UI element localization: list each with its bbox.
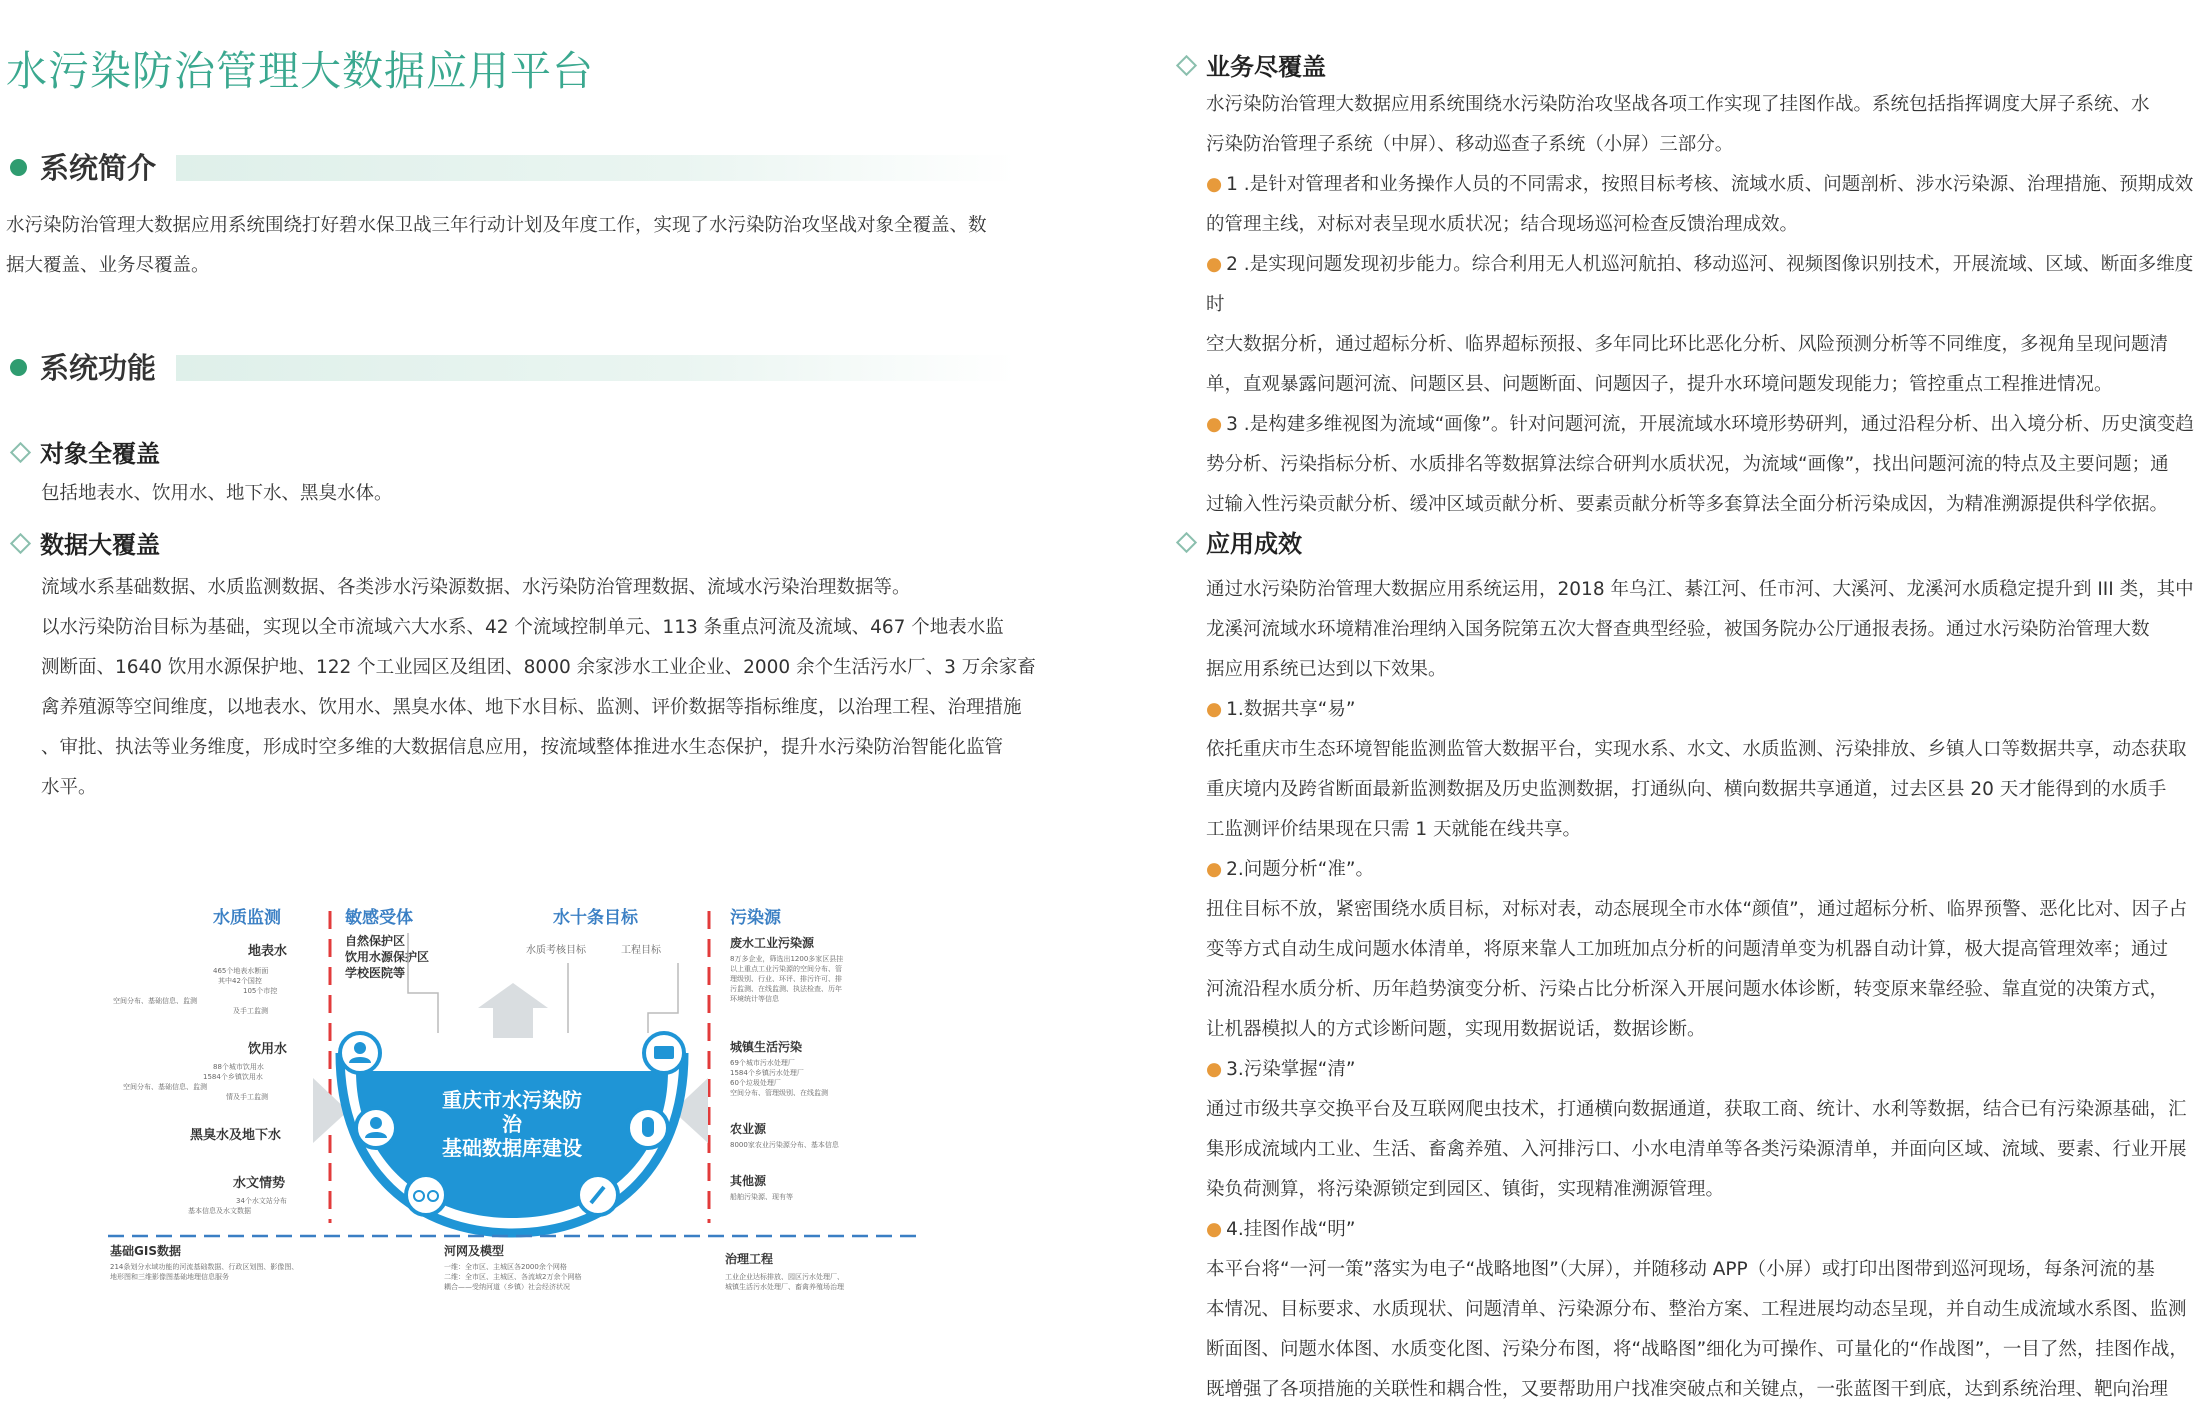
subheading-object-coverage: 对象全覆盖: [40, 440, 160, 468]
center-title: 基础数据库建设: [442, 1136, 582, 1160]
orange-bullet-icon: ●: [1206, 1219, 1223, 1240]
engineering-desc: 城镇生活污水处理厂、畜禽养殖场治理: [725, 1283, 844, 1291]
gis-desc: 214条划分水域功能的河流基础数据、行政区划图、影像图、: [110, 1263, 299, 1271]
app-point-label: 4.挂图作战“明”: [1226, 1219, 1356, 1240]
object-coverage-text: 包括地表水、饮用水、地下水、黑臭水体。: [41, 483, 393, 504]
app-line: 通过市级共享交换平台及互联网爬虫技术，打通横向数据通道，获取工商、统计、水利等数据，结合已有污染源基础，汇: [1206, 1099, 2187, 1120]
up-arrow-icon: [478, 983, 548, 1038]
agriculture-desc: 8000家农业污染源分布、基本信息: [730, 1141, 839, 1149]
wrench-icon: [578, 1175, 618, 1215]
surface-water-label: 地表水: [248, 944, 288, 959]
app-line: 让机器模拟人的方式诊断问题，实现用数据说话，数据诊断。: [1206, 1019, 1706, 1040]
drinking-desc: 1584个乡镇饮用水: [203, 1073, 263, 1081]
biz-line: 过输入性污染贡献分析、缓冲区域贡献分析、要素贡献分析等多套算法全面分析污染成因，为精准溯源提供科学依据。: [1206, 494, 2169, 515]
page-title: 水污染防治管理大数据应用平台: [6, 47, 594, 95]
bullet-dot-icon: [10, 159, 27, 176]
surface-desc: 及手工监测: [233, 1007, 268, 1015]
section-heading-label: 系统功能: [40, 351, 157, 385]
app-line: 本平台将“一河一策”落实为电子“战略地图”（大屏），并随移动 APP（小屏）或打印出图带到巡河现场，每条河流的基: [1206, 1259, 2155, 1280]
cat-ten-goals: 水十条目标: [553, 908, 638, 928]
app-line: 通过水污染防治管理大数据应用系统运用，2018 年乌江、綦江河、任市河、大溪河、龙溪河水质稳定提升到 III 类，其中: [1206, 579, 2194, 600]
section-heading-intro: [6, 146, 1006, 190]
diamond-bullet-icon: [1176, 55, 1197, 76]
gis-label: 基础GIS数据: [110, 1244, 181, 1258]
orange-bullet-icon: ●: [1206, 254, 1223, 275]
sensitive-item: 自然保护区: [345, 934, 406, 948]
subheading-data-coverage: 数据大覆盖: [40, 531, 160, 559]
river-desc: 耦合——受纳河道（乡镇）社会经济状况: [444, 1283, 570, 1291]
user-icon: [356, 1108, 396, 1148]
data-line: 流域水系基础数据、水质监测数据、各类涉水污染源数据、水污染防治管理数据、流域水污染治理数据等。: [41, 577, 911, 598]
intro-line: 据大覆盖、业务尽覆盖。: [6, 255, 210, 276]
app-line: 断面图、问题水体图、水质变化图、污染分布图，将“战略图”细化为可操作、可量化的“作战图”，一目了然，挂图作战，: [1206, 1339, 2188, 1360]
gis-desc: 地形图和三维影像图基础地理信息服务: [110, 1273, 229, 1281]
hydrology-desc: 34个水文站分布: [236, 1197, 287, 1205]
bullet-dot-icon: [10, 359, 27, 376]
industrial-desc: 环境统计等信息: [730, 995, 779, 1003]
diamond-bullet-icon: [1176, 532, 1197, 553]
intro-paragraph: [6, 206, 1046, 286]
connector-line: [648, 963, 678, 1033]
connector-line: [408, 933, 438, 1033]
app-line: 依托重庆市生态环境智能监测监管大数据平台，实现水系、水文、水质监测、污染排放、乡镇人口等数据共享，动态获取: [1206, 739, 2187, 760]
center-title: 重庆市水污染防: [442, 1088, 582, 1112]
biz-line: 3 .是构建多维视图为流域“画像”。针对问题河流，开展流域水环境形势研判，通过沿程分析、出入境分析、历史演变趋: [1226, 414, 2194, 435]
domestic-desc: 60个垃圾处理厂: [730, 1079, 781, 1087]
surface-desc: 其中42个国控: [218, 977, 262, 985]
biz-line: 空大数据分析，通过超标分析、临界超标预报、多年同比环比恶化分析、风险预测分析等不同维度，多视角呈现问题清: [1206, 334, 2169, 355]
app-line: 据应用系统已达到以下效果。: [1206, 659, 1447, 680]
biz-line: 的管理主线，对标对表呈现水质状况；结合现场巡河检查反馈治理成效。: [1206, 214, 1799, 235]
diamond-bullet-icon: [10, 533, 31, 554]
app-line: 集形成流域内工业、生活、畜禽养殖、入河排污口、小水电清单等各类污染源清单，并面向区域、流域、要素、行业开展: [1206, 1139, 2187, 1160]
data-line: 、审批、执法等业务维度，形成时空多维的大数据信息应用，按流域整体推进水生态保护，提升水污染防治智能化监管: [41, 737, 1004, 758]
database-infographic: [108, 903, 928, 1313]
engineering-desc: 工业企业达标排放、园区污水处理厂、: [725, 1273, 844, 1281]
engineering-label: 治理工程: [725, 1252, 774, 1266]
section-heading-label: 系统简介: [40, 151, 157, 185]
cat-pollution: 污染源: [730, 908, 781, 928]
industrial-desc: 以上重点工业污染源的空间分布、管: [730, 965, 842, 973]
domestic-label: 城镇生活污染: [730, 1040, 803, 1054]
app-line: 重庆境内及跨省断面最新监测数据及历史监测数据，打通纵向、横向数据共享通道，过去区县 20 天才能得到的水质手: [1206, 779, 2167, 800]
drinking-desc: 88个城市饮用水: [213, 1063, 264, 1071]
app-line: 工监测评价结果现在只需 1 天就能在线共享。: [1206, 819, 1582, 840]
app-line: 本情况、目标要求、水质现状、问题清单、污染源分布、整治方案、工程进展均动态呈现，并自动生成流域水系图、监测: [1206, 1299, 2187, 1320]
section-heading-functions: [6, 346, 1006, 390]
subheading-application-results: 应用成效: [1206, 530, 1302, 558]
app-line: 既增强了各项措施的关联性和耦合性，又要帮助用户找准突破点和关键点，一张蓝图干到底，达到系统治理、靶向治理: [1206, 1379, 2169, 1400]
domestic-desc: 69个城市污水处理厂: [730, 1059, 795, 1067]
cat-sensitive: 敏感受体: [345, 908, 413, 928]
hydrology-label: 水文情势: [233, 1176, 286, 1191]
app-point-label: 1.数据共享“易”: [1226, 699, 1356, 720]
business-coverage-block: [1206, 85, 2196, 525]
heading-decoration-bar: [176, 155, 1016, 181]
industrial-label: 废水工业污染源: [730, 936, 815, 950]
biz-line: 势分析、污染指标分析、水质排名等数据算法综合研判水质状况，为流域“画像”，找出问题河流的特点及主要问题；通: [1206, 454, 2169, 475]
biz-line: 单，直观暴露问题河流、问题区县、问题断面、问题因子，提升水环境问题发现能力；管控重点工程推进情况。: [1206, 374, 2113, 395]
drinking-water-label: 饮用水: [248, 1042, 288, 1057]
industrial-desc: 8万多企业，筛选出1200多家区县挂: [730, 955, 844, 963]
orange-bullet-icon: ●: [1206, 174, 1223, 195]
biz-line: 1 .是针对管理者和业务操作人员的不同需求，按照目标考核、流域水质、问题剖析、涉水污染源、治理措施、预期成效: [1226, 174, 2194, 195]
heading-decoration-bar: [176, 355, 1016, 381]
agriculture-label: 农业源: [730, 1122, 767, 1136]
orange-bullet-icon: ●: [1206, 859, 1223, 880]
goal-item: 工程目标: [621, 945, 661, 956]
biz-line: 2 .是实现问题发现初步能力。综合利用无人机巡河航拍、移动巡河、视频图像识别技术，开展流域、区域、断面多维度时: [1206, 254, 2194, 315]
surface-desc: 空间分布、基础信息、监测: [113, 997, 197, 1005]
data-line: 禽养殖源等空间维度，以地表水、饮用水、黑臭水体、地下水目标、监测、评价数据等指标维度，以治理工程、治理措施: [41, 697, 1022, 718]
data-line: 以水污染防治目标为基础，实现以全市流域六大水系、42 个流域控制单元、113 条重点河流及流域、467 个地表水监: [41, 617, 1004, 638]
app-line: 河流沿程水质分析、历年趋势演变分析、污染占比分析深入开展问题水体诊断，转变原来靠经验、靠直觉的决策方式，: [1206, 979, 2169, 1000]
surface-desc: 465个地表水断面: [213, 967, 269, 975]
sensitive-item: 学校医院等: [345, 966, 406, 980]
app-point-label: 2.问题分析“准”。: [1226, 859, 1374, 880]
cat-water-quality: 水质监测: [213, 908, 281, 928]
data-coverage-paragraph: [41, 568, 1051, 808]
other-desc: 船舶污染源、现有等: [730, 1193, 793, 1201]
domestic-desc: 空间分布、管理级别、在线监测: [730, 1089, 828, 1097]
center-title: 治: [502, 1112, 522, 1136]
glasses-icon: [406, 1175, 446, 1215]
data-line: 测断面、1640 饮用水源保护地、122 个工业园区及组团、8000 余家涉水工业企业、2000 余个生活污水厂、3 万余家畜: [41, 657, 1036, 678]
orange-bullet-icon: ●: [1206, 1059, 1223, 1080]
app-line: 染负荷测算，将污染源锁定到园区、镇街，实现精准溯源管理。: [1206, 1179, 1725, 1200]
drinking-desc: 空间分布、基础信息、监测: [123, 1083, 207, 1091]
other-label: 其他源: [730, 1174, 767, 1188]
river-desc: 一维：全市区、主城区各2000余个网格: [444, 1263, 567, 1271]
orange-bullet-icon: ●: [1206, 414, 1223, 435]
screen-icon: [644, 1033, 684, 1073]
biz-line: 水污染防治管理大数据应用系统围绕水污染防治攻坚战各项工作实现了挂图作战。系统包括指挥调度大屏子系统、水: [1206, 94, 2150, 115]
app-line: 龙溪河流域水环境精准治理纳入国务院第五次大督查典型经验，被国务院办公厅通报表扬。通过水污染防治管理大数: [1206, 619, 2150, 640]
industrial-desc: 理级别、行业、环评、排污许可、排: [730, 975, 842, 983]
app-line: 变等方式自动生成问题水体清单，将原来靠人工加班加点分析的问题清单变为机器自动计算，极大提高管理效率；通过: [1206, 939, 2169, 960]
black-water-label: 黑臭水及地下水: [190, 1128, 282, 1143]
application-results-block: [1206, 570, 2196, 1410]
diamond-bullet-icon: [10, 442, 31, 463]
intro-line: 水污染防治管理大数据应用系统围绕打好碧水保卫战三年行动计划及年度工作，实现了水污染防治攻坚战对象全覆盖、数: [6, 215, 987, 236]
orange-bullet-icon: ●: [1206, 699, 1223, 720]
river-desc: 二维：全市区、主城区、各流域2万余个网格: [444, 1273, 582, 1281]
hydrology-desc: 基本信息及水文数据: [188, 1207, 251, 1215]
sensitive-item: 饮用水源保护区: [345, 950, 430, 964]
app-line: 扭住目标不放，紧密围绕水质目标，对标对表，动态展现全市水体“颜值”，通过超标分析、临界预警、恶化比对、因子占: [1206, 899, 2188, 920]
drinking-desc: 情及手工监测: [226, 1093, 268, 1101]
person-icon: [340, 1033, 380, 1073]
goal-item: 水质考核目标: [526, 945, 586, 956]
river-model-label: 河网及模型: [444, 1244, 505, 1258]
data-line: 水平。: [41, 777, 97, 798]
surface-desc: 105个市控: [243, 987, 278, 995]
app-point-label: 3.污染掌握“清”: [1226, 1059, 1356, 1080]
subheading-business-coverage: 业务尽覆盖: [1206, 53, 1326, 81]
industrial-desc: 污监测、在线监测、执法检查、历年: [730, 985, 842, 993]
domestic-desc: 1584个乡镇污水处理厂: [730, 1069, 804, 1077]
mouse-icon: [628, 1108, 668, 1148]
biz-line: 污染防治管理子系统（中屏）、移动巡查子系统（小屏）三部分。: [1206, 134, 1734, 155]
